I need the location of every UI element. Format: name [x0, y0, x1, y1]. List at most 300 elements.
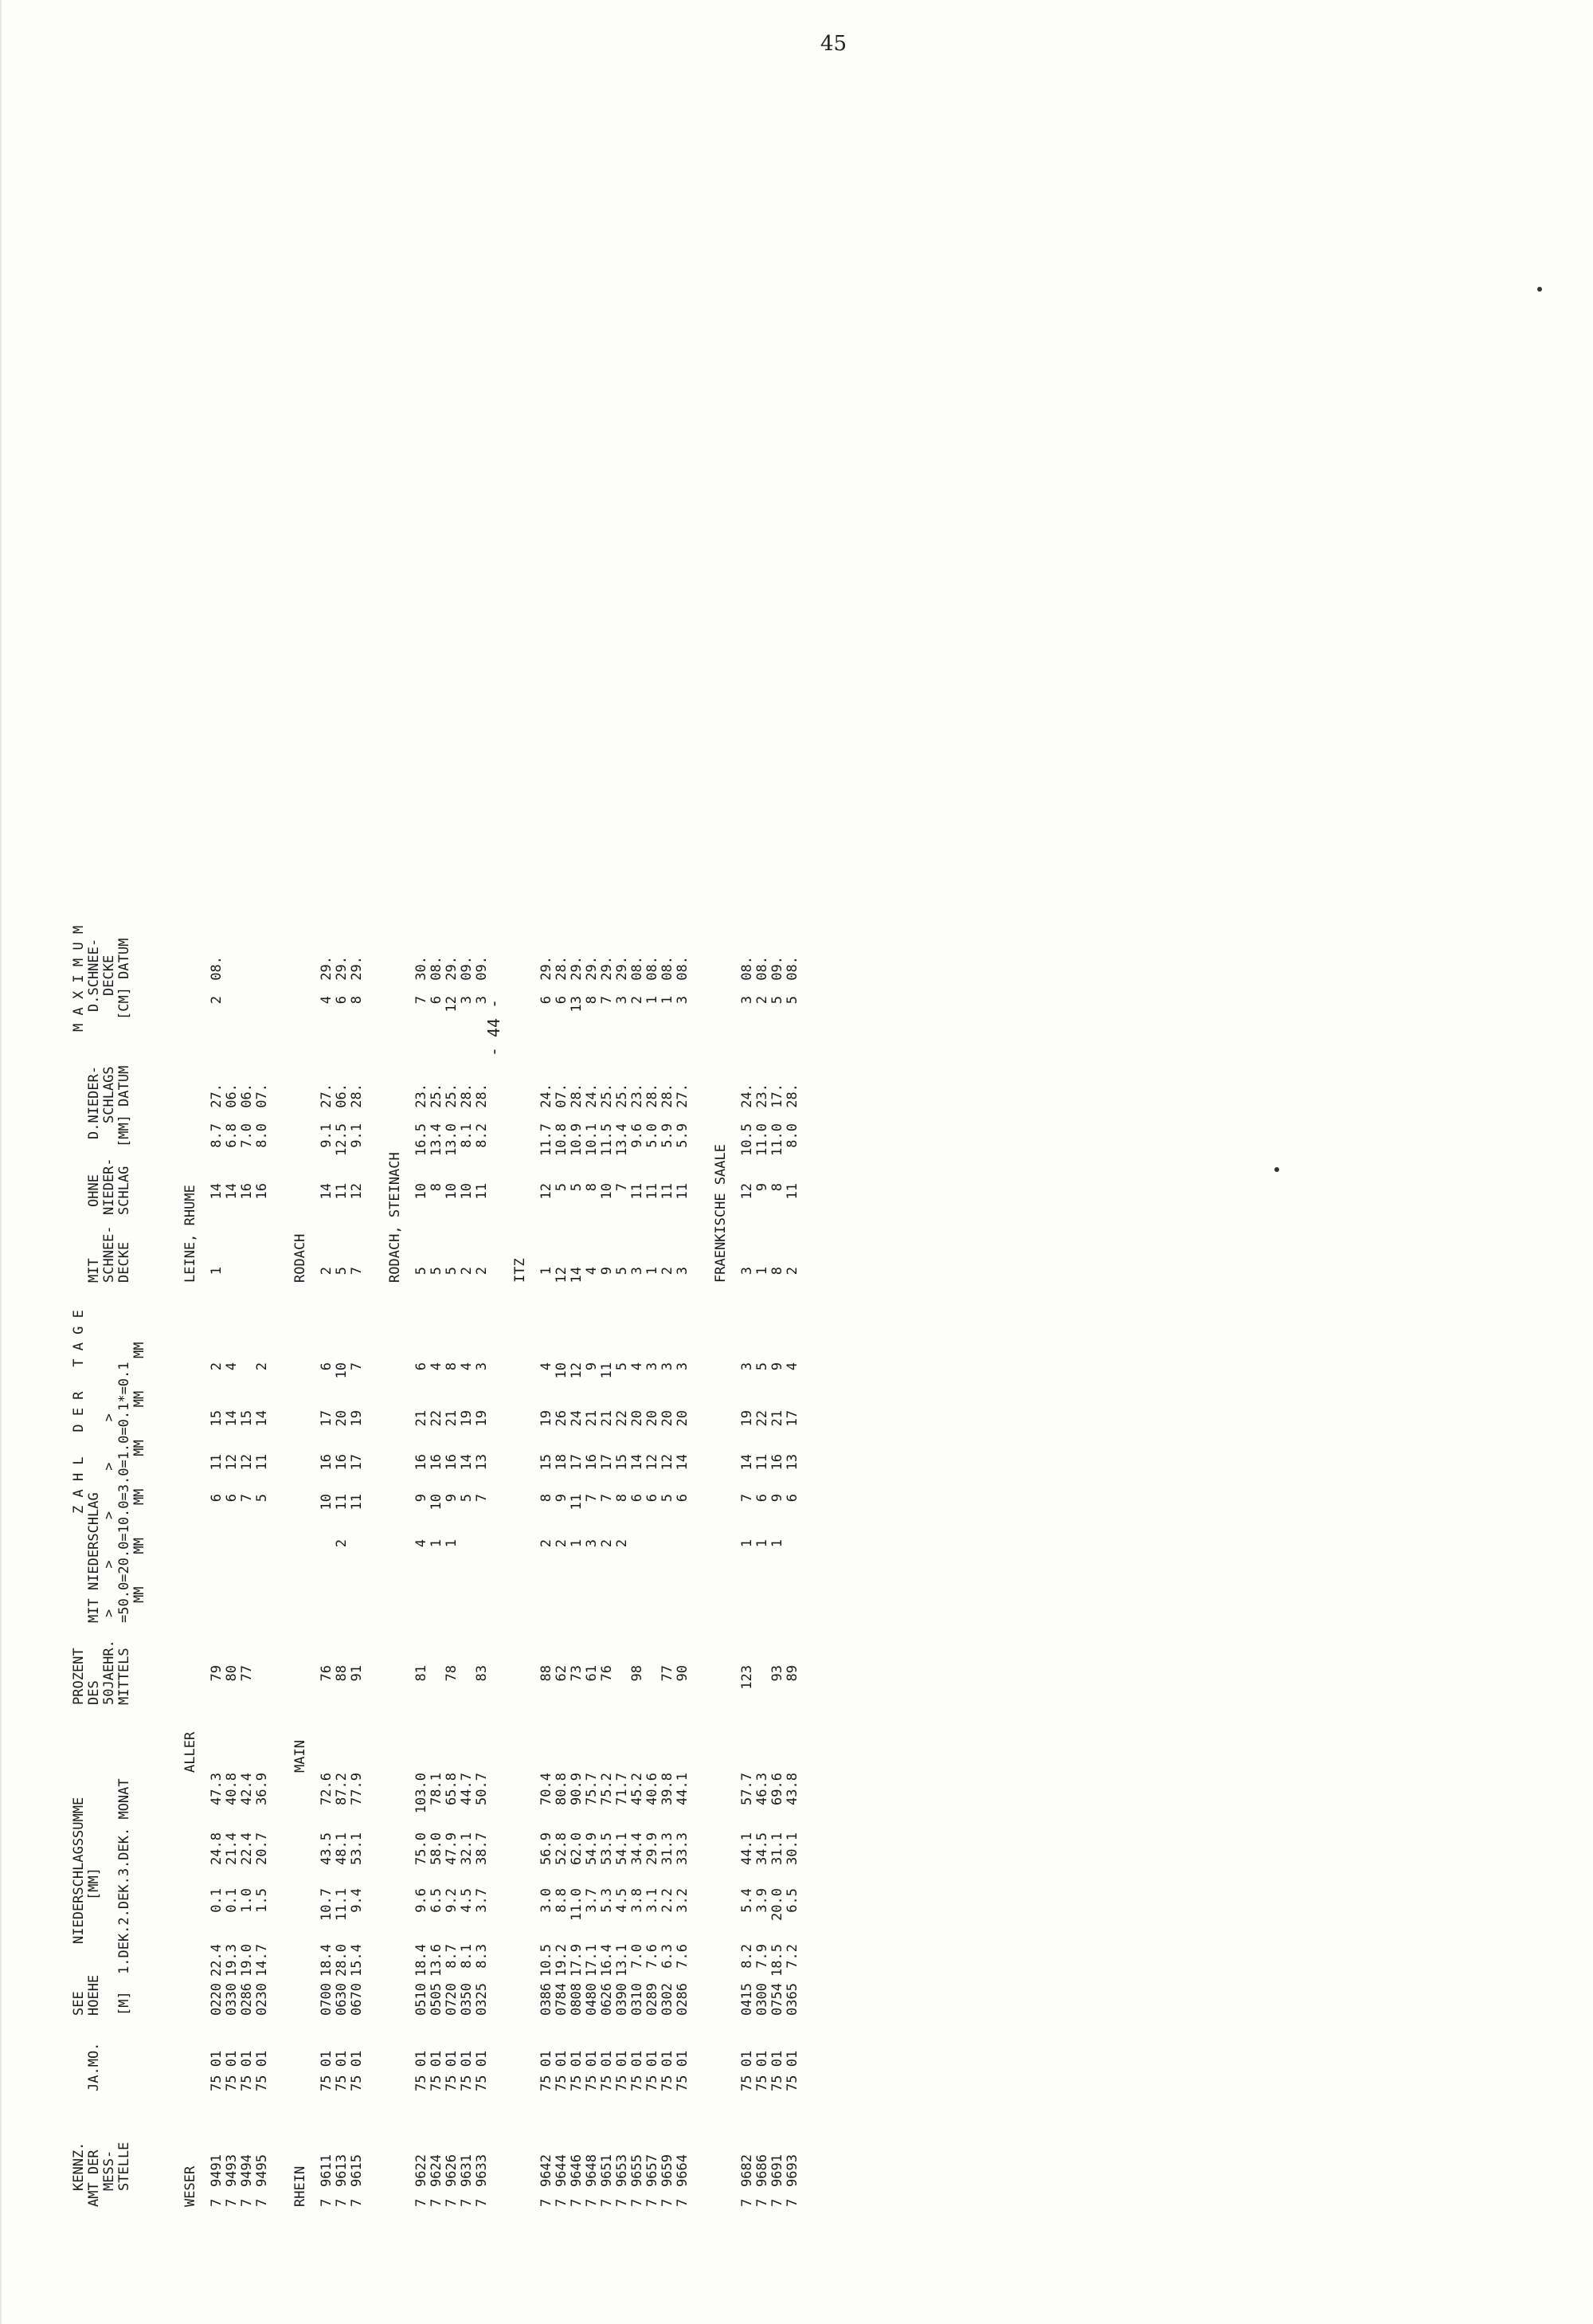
cell-z3: 11	[754, 1454, 770, 1471]
cell-sd: 28.	[554, 956, 569, 981]
cell-mx: 8.0	[254, 1123, 270, 1148]
cell-z3: 16	[584, 1454, 600, 1471]
cell-mon: 72.6	[319, 1773, 335, 1805]
cell-md: 06.	[224, 1084, 240, 1108]
cell-md: 24.	[584, 1084, 600, 1108]
cell-mx: 7.0	[239, 1123, 255, 1148]
cell-os: 7	[614, 1183, 630, 1192]
cell-ja: 75 01	[334, 2050, 350, 2091]
cell-z3: 14	[675, 1454, 691, 1471]
cell-id: 9653	[614, 2154, 630, 2187]
cell-d1: 19.0	[239, 1944, 255, 1977]
cell-d3: 31.3	[660, 1832, 675, 1865]
cell-a: 7	[644, 2198, 660, 2207]
cell-z01: 4	[429, 1362, 444, 1371]
cell-ms: 3	[739, 1267, 755, 1276]
cell-ms: 7	[349, 1267, 365, 1276]
cell-id: 9613	[334, 2154, 350, 2187]
hdr-maximum: M A X I M U M	[71, 925, 87, 1032]
cell-id: 9644	[554, 2154, 569, 2187]
cell-pct: 78	[444, 1665, 460, 1682]
cell-a: 7	[459, 2198, 475, 2207]
hdr-amt: AMT DER	[86, 2150, 102, 2207]
table-row	[460, 88, 475, 2207]
cell-d3: 53.5	[599, 1832, 615, 1865]
cell-os: 10	[413, 1183, 429, 1200]
hdr-cm-datum: [CM] DATUM	[116, 938, 132, 1020]
cell-id: 9664	[675, 2154, 691, 2187]
cell-ja: 75 01	[444, 2050, 460, 2091]
cell-h: 0325	[474, 1983, 490, 2016]
cell-mx: 13.0	[444, 1123, 460, 1156]
cell-md: 07.	[254, 1084, 270, 1108]
table-row	[209, 88, 225, 2207]
section-header	[171, 88, 209, 2207]
cell-mx: 10.1	[584, 1123, 600, 1156]
hdr-nieder: NIEDER-	[101, 1158, 117, 1215]
cell-h: 0754	[769, 1983, 785, 2016]
cell-md: 28.	[349, 1084, 365, 1108]
cell-os: 16	[254, 1183, 270, 1200]
cell-id: 9693	[785, 2154, 800, 2187]
cell-h: 0505	[429, 1983, 444, 2016]
cell-z20: 4	[413, 1539, 429, 1548]
cell-z1: 17	[319, 1410, 335, 1427]
cell-z3: 16	[413, 1454, 429, 1471]
cell-d1: 13.1	[614, 1944, 630, 1977]
section-header	[702, 88, 740, 2207]
cell-mon: 47.3	[209, 1773, 225, 1805]
cell-a: 7	[569, 2198, 585, 2207]
cell-os: 11	[474, 1183, 490, 1200]
hdr-dek-cols: 1.DEK.2.DEK.3.DEK. MONAT	[116, 1778, 132, 1974]
cell-z01: 2	[254, 1362, 270, 1371]
cell-os: 8	[429, 1183, 444, 1192]
cell-mon: 70.4	[538, 1773, 554, 1805]
cell-sh: 2	[209, 996, 225, 1005]
cell-sd: 08.	[209, 956, 225, 981]
cell-d3: 31.1	[769, 1832, 785, 1865]
cell-z1: 21	[599, 1410, 615, 1427]
cell-z1: 24	[569, 1410, 585, 1427]
scan-speck	[1537, 287, 1542, 292]
table-row	[240, 88, 255, 2207]
cell-ms: 5	[334, 1267, 350, 1276]
cell-z20: 1	[739, 1539, 755, 1548]
cell-pct: 79	[209, 1665, 225, 1682]
cell-z01: 3	[739, 1362, 755, 1371]
cell-z1: 19	[538, 1410, 554, 1427]
cell-z1: 20	[334, 1410, 350, 1427]
hdr-thresholds: =50.0=20.0=10.0=3.0=1.0=0.1*=0.1	[116, 1362, 132, 1623]
cell-sd: 29.	[349, 956, 365, 981]
hdr-schnee1: SCHNEE-	[101, 1225, 117, 1283]
cell-id: 9682	[739, 2154, 755, 2187]
cell-pct: 76	[319, 1665, 335, 1682]
cell-z01: 6	[319, 1362, 335, 1371]
cell-id: 9648	[584, 2154, 600, 2187]
cell-z10: 11	[569, 1494, 585, 1511]
cell-z1: 20	[644, 1410, 660, 1427]
cell-os: 14	[224, 1183, 240, 1200]
cell-h: 0415	[739, 1983, 755, 2016]
cell-z10: 6	[785, 1494, 800, 1503]
cell-ms: 1	[754, 1267, 770, 1276]
cell-z01: 2	[209, 1362, 225, 1371]
cell-d1: 8.2	[739, 1944, 755, 1969]
cell-h: 0700	[319, 1983, 335, 2016]
cell-ja: 75 01	[554, 2050, 569, 2091]
cell-a: 7	[334, 2198, 350, 2207]
cell-ja: 75 01	[739, 2050, 755, 2091]
cell-mx: 11.7	[538, 1123, 554, 1156]
cell-d3: 58.0	[429, 1832, 444, 1865]
cell-sd: 09.	[474, 956, 490, 981]
cell-d1: 8.1	[459, 1944, 475, 1969]
cell-z1: 19	[739, 1410, 755, 1427]
cell-os: 11	[644, 1183, 660, 1200]
cell-mx: 9.1	[349, 1123, 365, 1148]
cell-id: 9659	[660, 2154, 675, 2187]
cell-sh: 3	[675, 996, 691, 1005]
cell-mx: 6.8	[224, 1123, 240, 1148]
cell-z1: 21	[413, 1410, 429, 1427]
cell-z10: 9	[769, 1494, 785, 1503]
cell-sh: 12	[444, 996, 460, 1013]
table-row	[350, 88, 365, 2207]
cell-z01: 4	[629, 1362, 645, 1371]
row-gap	[800, 88, 812, 2207]
cell-sh: 3	[614, 996, 630, 1005]
table-row	[615, 88, 630, 2207]
cell-z20: 2	[554, 1539, 569, 1548]
cell-mon: 78.1	[429, 1773, 444, 1805]
cell-d1: 10.5	[538, 1944, 554, 1977]
cell-os: 9	[754, 1183, 770, 1192]
cell-pct: 123	[739, 1665, 755, 1690]
cell-z01: 6	[413, 1362, 429, 1371]
cell-md: 25.	[599, 1084, 615, 1108]
cell-z20: 3	[584, 1539, 600, 1548]
cell-z01: 3	[675, 1362, 691, 1371]
cell-mon: 65.8	[444, 1773, 460, 1805]
cell-sd: 08.	[785, 956, 800, 981]
cell-z3: 11	[254, 1454, 270, 1471]
cell-id: 9646	[569, 2154, 585, 2187]
cell-mon: 40.6	[644, 1773, 660, 1805]
cell-sh: 2	[629, 996, 645, 1005]
cell-pct: 77	[660, 1665, 675, 1682]
cell-h: 0289	[644, 1983, 660, 2016]
cell-ja: 75 01	[239, 2050, 255, 2091]
cell-z1: 14	[254, 1410, 270, 1427]
cell-z01: 9	[584, 1362, 600, 1371]
cell-z3: 16	[769, 1454, 785, 1471]
cell-ja: 75 01	[429, 2050, 444, 2091]
cell-id: 9691	[769, 2154, 785, 2187]
cell-a: 7	[254, 2198, 270, 2207]
cell-mx: 10.5	[739, 1123, 755, 1156]
cell-h: 0300	[754, 1983, 770, 2016]
cell-a: 7	[349, 2198, 365, 2207]
hdr-mm-datum: [MM] DATUM	[116, 1065, 132, 1147]
cell-os: 11	[629, 1183, 645, 1200]
table-row	[660, 88, 675, 2207]
cell-a: 7	[209, 2198, 225, 2207]
cell-mx: 9.1	[319, 1123, 335, 1148]
cell-mon: 90.9	[569, 1773, 585, 1805]
hdr-kennz: KENNZ.	[71, 2142, 87, 2191]
cell-h: 0310	[629, 1983, 645, 2016]
cell-a: 7	[769, 2198, 785, 2207]
cell-ja: 75 01	[349, 2050, 365, 2091]
cell-z3: 12	[660, 1454, 675, 1471]
cell-h: 0626	[599, 1983, 615, 2016]
hdr-mm-row: MM MM MM MM MM MM	[131, 1342, 147, 1603]
cell-ja: 75 01	[254, 2050, 270, 2091]
cell-pct: 88	[538, 1665, 554, 1682]
cell-a: 7	[413, 2198, 429, 2207]
cell-h: 0670	[349, 1983, 365, 2016]
cell-mx: 5.9	[660, 1123, 675, 1148]
cell-z3: 13	[474, 1454, 490, 1471]
cell-os: 12	[538, 1183, 554, 1200]
hdr-mittels: MITTELS	[116, 1648, 132, 1705]
cell-id: 9686	[754, 2154, 770, 2187]
cell-d2: 9.4	[349, 1888, 365, 1913]
cell-a: 7	[474, 2198, 490, 2207]
cell-h: 0510	[413, 1983, 429, 2016]
table-row	[429, 88, 444, 2207]
cell-d1: 19.3	[224, 1944, 240, 1977]
cell-z3: 15	[614, 1454, 630, 1471]
cell-ja: 75 01	[319, 2050, 335, 2091]
cell-ja: 75 01	[769, 2050, 785, 2091]
cell-md: 24.	[538, 1084, 554, 1108]
cell-z1: 21	[769, 1410, 785, 1427]
cell-z20: 2	[599, 1539, 615, 1548]
cell-md: 27.	[209, 1084, 225, 1108]
cell-ms: 9	[599, 1267, 615, 1276]
cell-d1: 18.4	[319, 1944, 335, 1977]
cell-mon: 43.8	[785, 1773, 800, 1805]
cell-id: 9622	[413, 2154, 429, 2187]
cell-z10: 9	[444, 1494, 460, 1503]
cell-d1: 13.6	[429, 1944, 444, 1977]
cell-sd: 09.	[459, 956, 475, 981]
cell-z10: 6	[629, 1494, 645, 1503]
cell-sd: 29.	[444, 956, 460, 981]
river-label: RODACH	[292, 1233, 308, 1283]
cell-id: 9491	[209, 2154, 225, 2187]
cell-sh: 8	[584, 996, 600, 1005]
cell-sh: 3	[474, 996, 490, 1005]
cell-z3: 18	[554, 1454, 569, 1471]
cell-mon: 87.2	[334, 1773, 350, 1805]
cell-mon: 77.9	[349, 1773, 365, 1805]
cell-mx: 8.2	[474, 1123, 490, 1148]
cell-ja: 75 01	[584, 2050, 600, 2091]
cell-h: 0286	[239, 1983, 255, 2016]
cell-md: 23.	[629, 1084, 645, 1108]
cell-id: 9615	[349, 2154, 365, 2187]
cell-d2: 8.8	[554, 1888, 569, 1913]
cell-a: 7	[538, 2198, 554, 2207]
cell-z01: 4	[538, 1362, 554, 1371]
cell-id: 9631	[459, 2154, 475, 2187]
cell-mx: 5.0	[644, 1123, 660, 1148]
cell-a: 7	[739, 2198, 755, 2207]
cell-sd: 29.	[334, 956, 350, 981]
cell-sd: 29.	[319, 956, 335, 981]
cell-md: 28.	[474, 1084, 490, 1108]
cell-pct: 62	[554, 1665, 569, 1682]
river-label: RODACH, STEINACH	[387, 1152, 403, 1283]
cell-id: 9611	[319, 2154, 335, 2187]
cell-mon: 57.7	[739, 1773, 755, 1805]
cell-sd: 29.	[584, 956, 600, 981]
cell-md: 28.	[644, 1084, 660, 1108]
cell-d3: 56.9	[538, 1832, 554, 1865]
table-row	[675, 88, 691, 2207]
cell-z10: 6	[644, 1494, 660, 1503]
cell-z3: 17	[349, 1454, 365, 1471]
cell-d2: 3.2	[675, 1888, 691, 1913]
cell-z1: 22	[429, 1410, 444, 1427]
cell-sd: 29.	[614, 956, 630, 981]
cell-mx: 11.0	[754, 1123, 770, 1156]
cell-pct: 83	[474, 1665, 490, 1682]
cell-d1: 18.4	[413, 1944, 429, 1977]
cell-ms: 5	[429, 1267, 444, 1276]
cell-sh: 6	[334, 996, 350, 1005]
cell-sd: 29.	[599, 956, 615, 981]
table-body	[171, 88, 812, 2207]
cell-z10: 8	[538, 1494, 554, 1503]
hdr-d-schnee: D.SCHNEE-	[86, 938, 102, 1012]
cell-z10: 7	[599, 1494, 615, 1503]
cell-sh: 13	[569, 996, 585, 1013]
cell-d2: 1.5	[254, 1888, 270, 1913]
cell-d1: 22.4	[209, 1944, 225, 1977]
cell-d2: 3.7	[584, 1888, 600, 1913]
cell-pct: 89	[785, 1665, 800, 1682]
cell-z10: 6	[675, 1494, 691, 1503]
cell-a: 7	[599, 2198, 615, 2207]
hdr-jaehr: 50JAEHR.	[101, 1640, 117, 1705]
cell-d3: 48.1	[334, 1832, 350, 1865]
cell-h: 0365	[785, 1983, 800, 2016]
cell-ms: 1	[538, 1267, 554, 1276]
cell-d2: 11.1	[334, 1888, 350, 1921]
cell-ja: 75 01	[629, 2050, 645, 2091]
hdr-ohne: OHNE	[86, 1174, 102, 1207]
cell-d3: 20.7	[254, 1832, 270, 1865]
cell-sh: 6	[538, 996, 554, 1005]
cell-mon: 50.7	[474, 1773, 490, 1805]
cell-h: 0720	[444, 1983, 460, 2016]
cell-h: 0480	[584, 1983, 600, 2016]
cell-os: 11	[675, 1183, 691, 1200]
cell-pct: 90	[675, 1665, 691, 1682]
cell-ms: 3	[629, 1267, 645, 1276]
cell-z10: 7	[474, 1494, 490, 1503]
cell-z01: 4	[785, 1362, 800, 1371]
cell-z10: 7	[739, 1494, 755, 1503]
table-row	[585, 88, 600, 2207]
cell-ms: 5	[413, 1267, 429, 1276]
cell-mx: 16.5	[413, 1123, 429, 1156]
table-row	[770, 88, 785, 2207]
cell-mon: 42.4	[239, 1773, 255, 1805]
cell-ms: 1	[209, 1267, 225, 1276]
cell-d3: 43.5	[319, 1832, 335, 1865]
cell-ja: 75 01	[644, 2050, 660, 2091]
cell-d3: 33.3	[675, 1832, 691, 1865]
cell-a: 7	[629, 2198, 645, 2207]
table-row	[255, 88, 270, 2207]
cell-a: 7	[785, 2198, 800, 2207]
cell-h: 0784	[554, 1983, 569, 2016]
row-gap	[490, 88, 501, 2207]
cell-ja: 75 01	[675, 2050, 691, 2091]
cell-sh: 8	[349, 996, 365, 1005]
cell-sh: 1	[660, 996, 675, 1005]
cell-d2: 5.4	[739, 1888, 755, 1913]
cell-h: 0230	[254, 1983, 270, 2016]
cell-z01: 5	[614, 1362, 630, 1371]
cell-z20: 1	[754, 1539, 770, 1548]
cell-z01: 12	[569, 1362, 585, 1379]
cell-mon: 69.6	[769, 1773, 785, 1805]
cell-d2: 0.1	[224, 1888, 240, 1913]
cell-os: 10	[444, 1183, 460, 1200]
cell-md: 28.	[569, 1084, 585, 1108]
cell-a: 7	[660, 2198, 675, 2207]
cell-d3: 34.5	[754, 1832, 770, 1865]
cell-z20: 2	[614, 1539, 630, 1548]
table-row	[630, 88, 645, 2207]
cell-z1: 19	[459, 1410, 475, 1427]
cell-id: 9624	[429, 2154, 444, 2187]
cell-h: 0350	[459, 1983, 475, 2016]
cell-z1: 17	[785, 1410, 800, 1427]
cell-z3: 16	[334, 1454, 350, 1471]
cell-z01: 10	[334, 1362, 350, 1379]
cell-a: 7	[224, 2198, 240, 2207]
hdr-niederschlagssumme: NIEDERSCHLAGSSUMME	[71, 1797, 87, 1944]
cell-z1: 22	[614, 1410, 630, 1427]
cell-sd: 08.	[754, 956, 770, 981]
cell-a: 7	[429, 2198, 444, 2207]
hdr-hoehe: HOEHE	[86, 1974, 102, 2016]
cell-id: 9626	[444, 2154, 460, 2187]
cell-d3: 62.0	[569, 1832, 585, 1865]
cell-os: 10	[459, 1183, 475, 1200]
cell-d1: 18.5	[769, 1944, 785, 1977]
cell-a: 7	[584, 2198, 600, 2207]
cell-md: 17.	[769, 1084, 785, 1108]
running-head: - 44 -	[484, 998, 503, 1057]
cell-z01: 4	[224, 1362, 240, 1371]
cell-d1: 8.3	[474, 1944, 490, 1969]
cell-z10: 10	[429, 1494, 444, 1511]
cell-id: 9495	[254, 2154, 270, 2187]
cell-mon: 75.7	[584, 1773, 600, 1805]
cell-os: 11	[334, 1183, 350, 1200]
cell-d3: 38.7	[474, 1832, 490, 1865]
cell-sh: 5	[785, 996, 800, 1005]
